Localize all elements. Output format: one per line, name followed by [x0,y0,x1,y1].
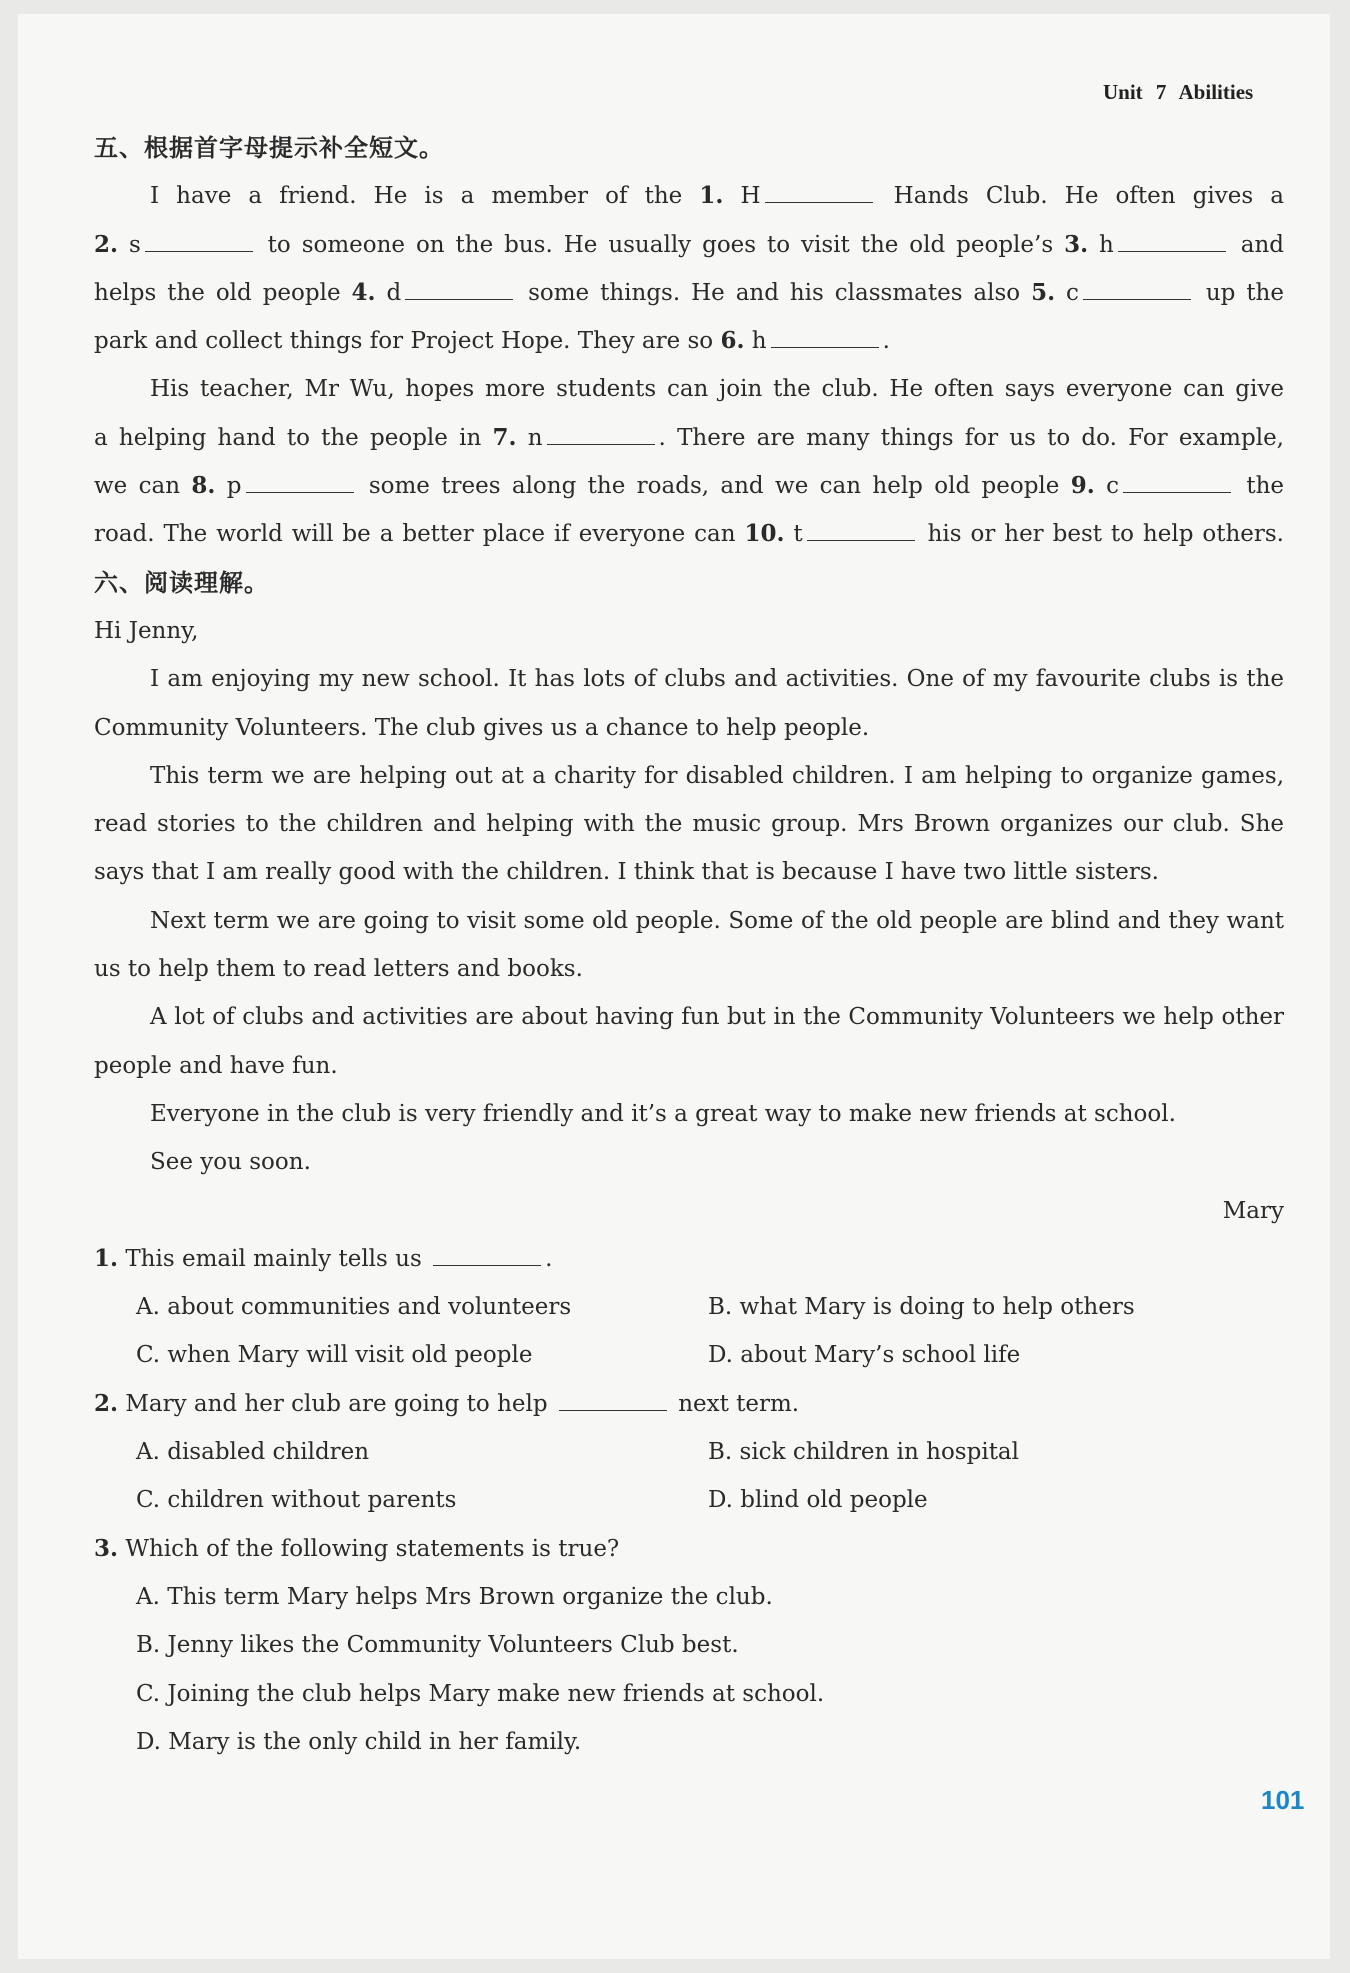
question-stem: 2. Mary and her club are going to help next term. [94,1389,800,1417]
blank-3[interactable] [1118,229,1226,252]
option-b[interactable]: B. what Mary is doing to help others [708,1294,1135,1321]
blank-8[interactable] [246,470,354,493]
email-paragraph-5: Everyone in the club is very friendly and it’s a great way to make new friends at school. [150,1100,1176,1127]
question-1 [94,1235,1284,1380]
email-paragraph-1: I am enjoying my new school. It has lots of clubs and activities. One of my favourite clubs is the Community Volunteers. The club gives us a chance to help people. [94,666,1284,741]
option-a[interactable]: A. disabled children [136,1439,370,1466]
page-number: 101 [1261,1785,1305,1815]
blank-1[interactable] [765,180,873,203]
blank-5[interactable] [1083,277,1191,300]
option-d[interactable]: D. blind old people [708,1487,928,1514]
blank-7[interactable] [547,422,655,445]
blank-9[interactable] [1123,470,1231,493]
option-a[interactable]: A. about communities and volunteers [136,1294,572,1321]
email-greeting: Hi Jenny, [94,617,199,644]
option-a[interactable]: A. This term Mary helps Mrs Brown organize the club. [136,1583,773,1610]
question-stem: 1. This email mainly tells us . [94,1244,553,1272]
answer-blank[interactable] [559,1388,667,1411]
blank-4[interactable] [405,277,513,300]
option-c[interactable]: C. children without parents [136,1487,457,1514]
section-5-title: 五、根据首字母提示补全短文。 [94,134,444,162]
passage-line-5: His teacher, Mr Wu, hopes more students can join the club. He often says everyone can give [150,376,1284,403]
passage-line-1: I have a friend. He is a member of the 1. H Hands Club. He often gives a [150,182,1284,210]
question-stem: 3. Which of the following statements is true? [94,1534,620,1562]
answer-blank[interactable] [433,1243,541,1266]
blank-10[interactable] [807,518,915,541]
email-paragraph-3: Next term we are going to visit some old people. Some of the old people are blind and they want us to help them to read letters and books. [94,907,1284,983]
option-d[interactable]: D. Mary is the only child in her family. [136,1728,582,1755]
option-b[interactable]: B. sick children in hospital [708,1439,1020,1466]
email-paragraph-2: This term we are helping out at a charity for disabled children. I am helping to organize games, read stories to the children and helping with the music group. Mrs Brown organizes our club. She says that I am really good with the children. I think that is because I have two little sisters. [94,762,1284,886]
passage-line-6: a helping hand to the people in 7. n . There are many things for us to do. For example, [94,423,1284,451]
question-3 [94,1525,1284,1766]
email-closing: See you soon. [150,1149,311,1176]
option-c[interactable]: C. when Mary will visit old people [136,1342,533,1369]
email-paragraph-4: A lot of clubs and activities are about having fun but in the Community Volunteers we help other people and have fun. [94,1004,1284,1079]
unit-header: Unit 7 Abilities [1103,80,1254,104]
section-6-title: 六、阅读理解。 [94,568,269,597]
option-d[interactable]: D. about Mary’s school life [708,1342,1021,1369]
option-c[interactable]: C. Joining the club helps Mary make new friends at school. [136,1680,825,1707]
blank-6[interactable] [771,325,879,348]
email-signature: Mary [1222,1197,1284,1224]
passage-line-7: we can 8. p some trees along the roads, and we can help old people 9. c the [94,472,1284,500]
passage-line-3: helps the old people 4. d some things. He and his classmates also 5. c up the [94,278,1284,306]
passage-line-2: 2. s to someone on the bus. He usually goes to visit the old people’s 3. h and [94,230,1285,258]
blank-2[interactable] [145,229,253,252]
question-2 [94,1380,1284,1525]
option-b[interactable]: B. Jenny likes the Community Volunteers Club best. [136,1632,739,1659]
content-column [94,124,1284,1766]
passage-line-4: park and collect things for Project Hope. They are so 6. h . [94,327,890,355]
passage-line-8: road. The world will be a better place if everyone can 10. t his or her best to help others. [94,520,1284,548]
